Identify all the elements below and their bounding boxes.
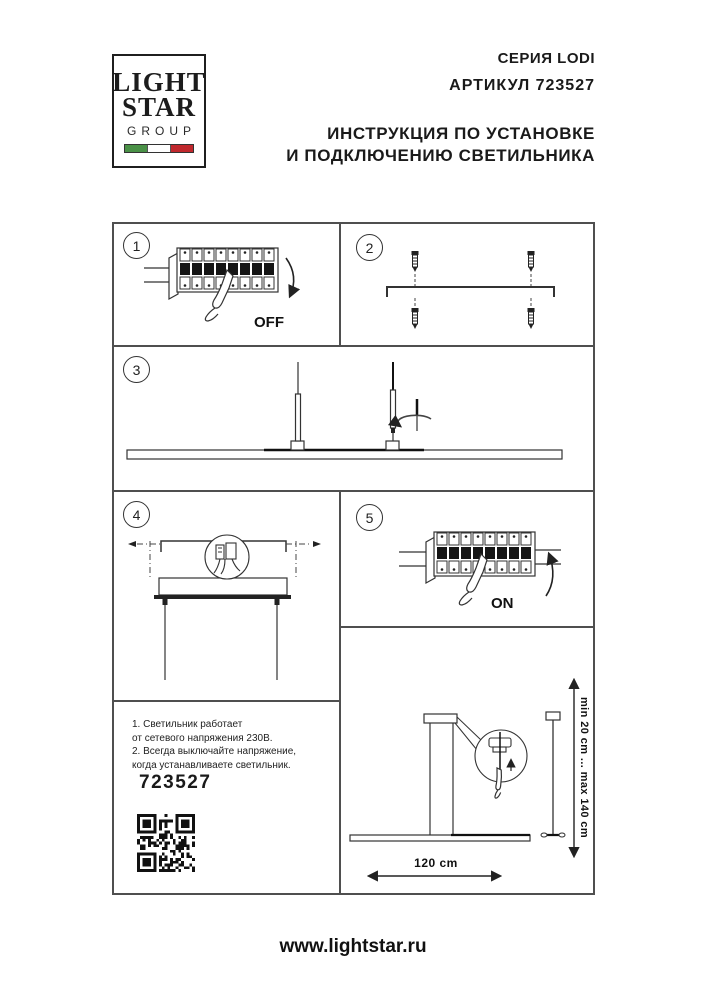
header-text <box>286 50 595 167</box>
note-line-1: 1. Светильник работает <box>132 719 243 730</box>
lamp-dimensions-drawing <box>341 628 593 893</box>
logo-word-group: GROUP <box>126 123 196 138</box>
flag-red <box>171 145 193 152</box>
canopy-wiring-drawing <box>114 492 341 702</box>
note-line-2: от сетевого напряжения 230В. <box>132 732 273 744</box>
step-5-number: 5 <box>356 504 383 531</box>
step-3-panel <box>114 347 593 492</box>
step-4-panel <box>114 492 341 702</box>
article-number: 723527 <box>139 772 212 793</box>
instruction-grid <box>112 222 595 895</box>
title-line-1: ИНСТРУКЦИЯ ПО УСТАНОВКЕ <box>327 124 595 143</box>
article-label: АРТИКУЛ 723527 <box>449 77 595 94</box>
series-label: СЕРИЯ LODI <box>497 50 595 67</box>
on-label: ON <box>491 595 514 612</box>
step-2-number: 2 <box>356 234 383 261</box>
logo-word-star: STAR <box>121 91 197 122</box>
step-1-panel <box>114 224 341 347</box>
italian-flag-stripe <box>124 144 194 153</box>
step-4-number: 4 <box>123 501 150 528</box>
lightstar-logo <box>112 54 206 168</box>
note-line-3: 2. Всегда выключайте напряжение, <box>132 746 297 757</box>
flag-green <box>125 145 147 152</box>
logo-word-light: LIGHT <box>112 66 206 97</box>
note-line-4: когда устанавливаете светильник. <box>132 759 291 771</box>
height-dimension-label: min 20 cm ... max 140 cm <box>578 697 590 839</box>
notes-panel <box>114 702 341 893</box>
width-dimension-label: 120 cm <box>414 856 458 870</box>
step-1-number: 1 <box>123 232 150 259</box>
title-line-2: И ПОДКЛЮЧЕНИЮ СВЕТИЛЬНИКА <box>286 146 595 165</box>
step-3-number: 3 <box>123 356 150 383</box>
step-2-panel <box>341 224 593 347</box>
cable-mount-drawing <box>114 347 593 492</box>
qr-code <box>137 814 195 872</box>
off-label: OFF <box>254 314 284 331</box>
safety-notes <box>132 718 332 772</box>
flag-white <box>147 145 171 152</box>
website-url: www.lightstar.ru <box>279 936 427 957</box>
dimensions-panel <box>341 628 593 893</box>
document-title <box>286 123 595 167</box>
step-5-panel <box>341 492 593 628</box>
